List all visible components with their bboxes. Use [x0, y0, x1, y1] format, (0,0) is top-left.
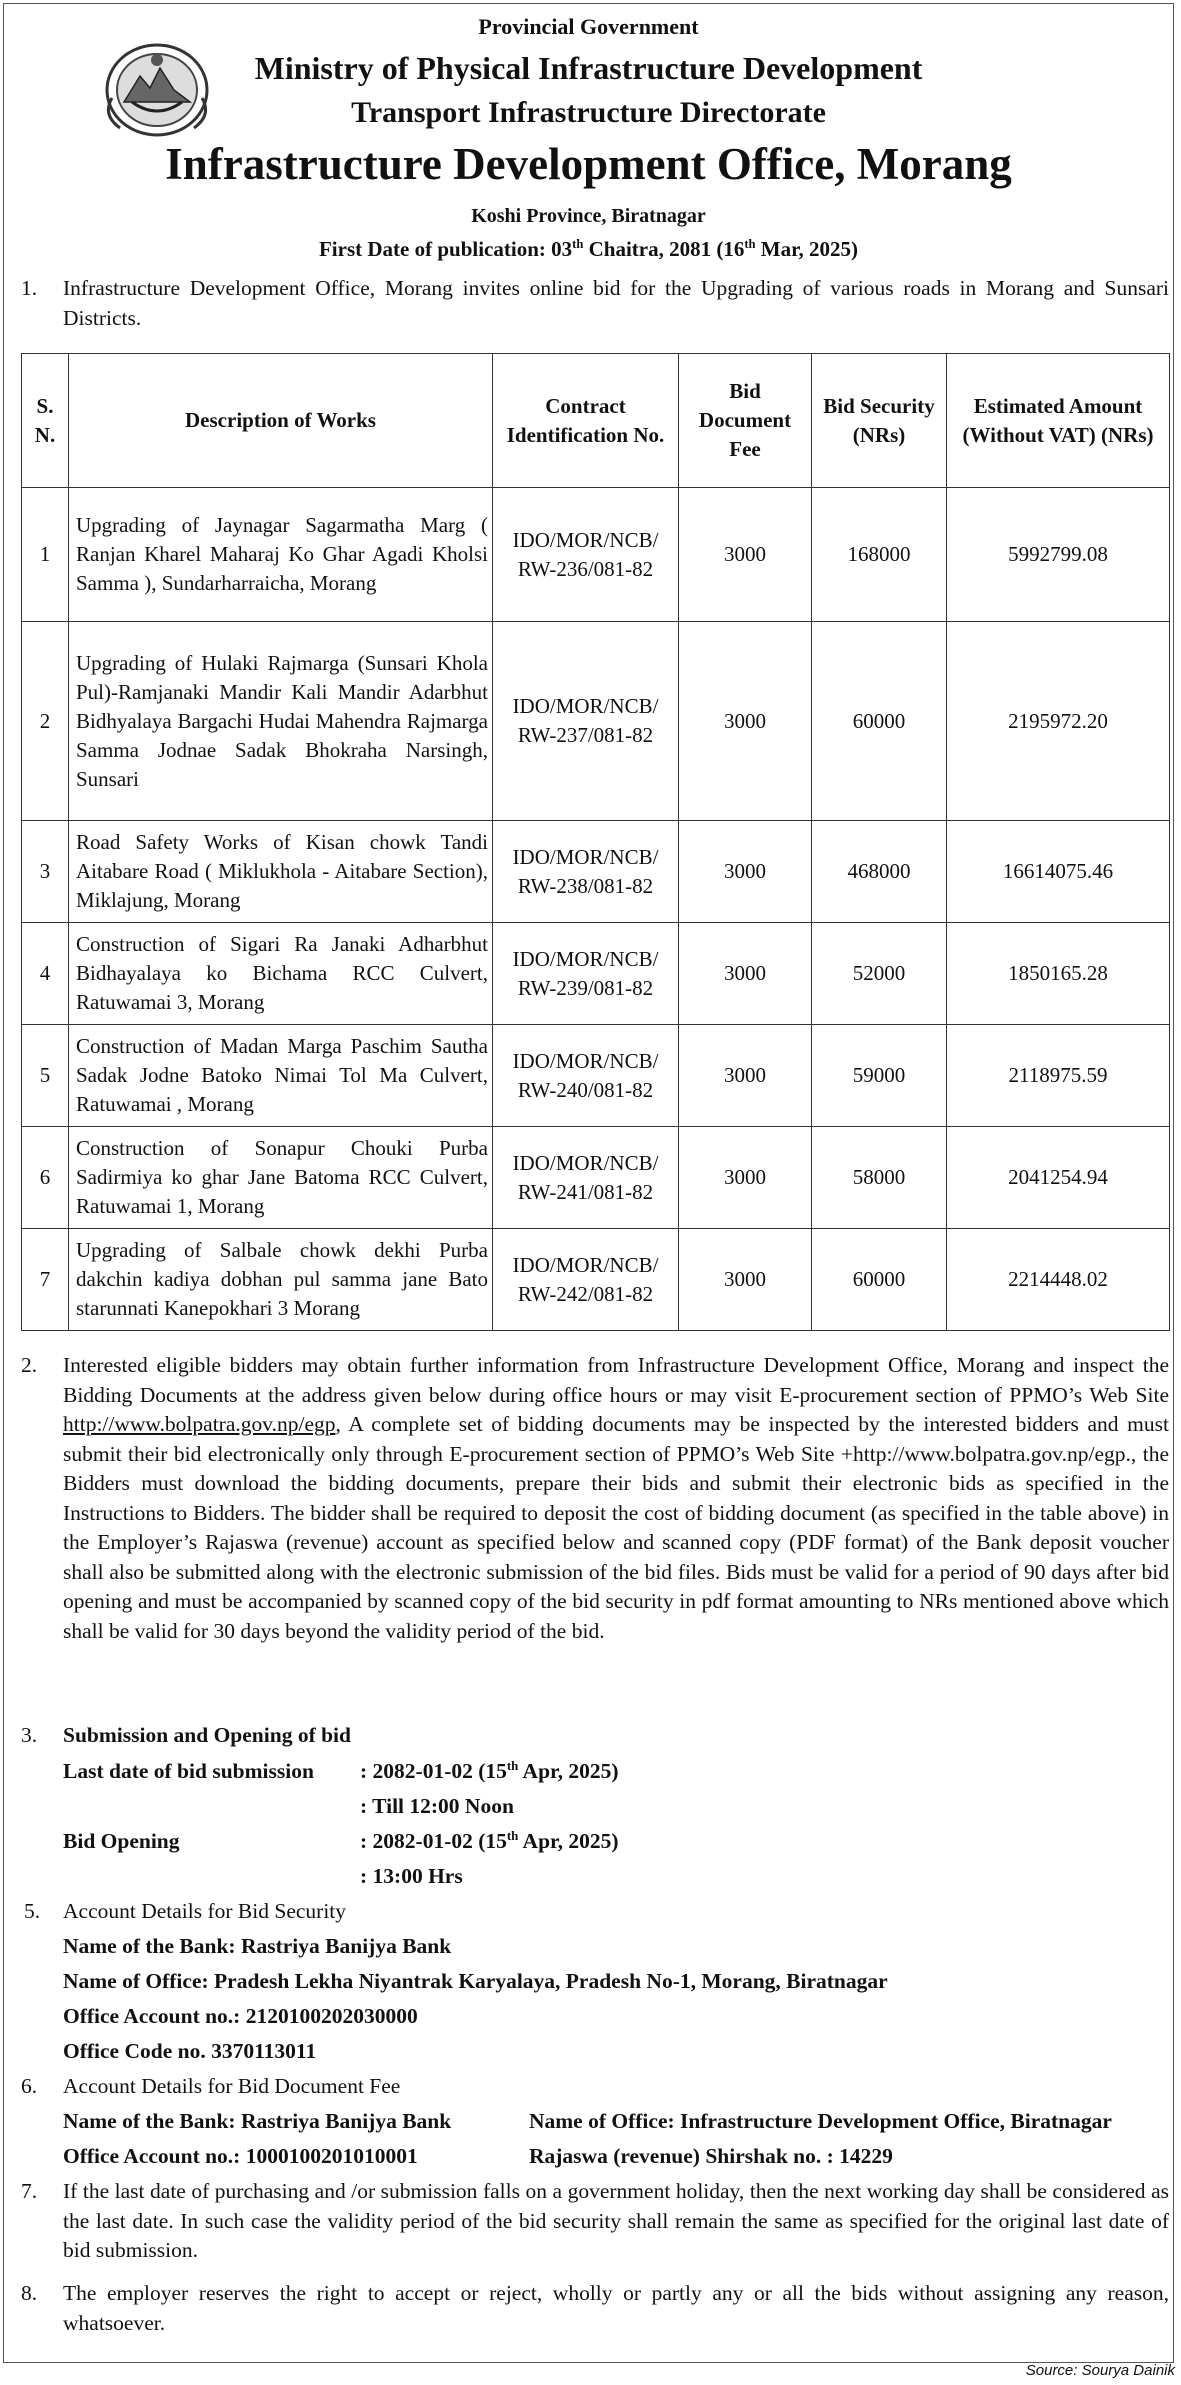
fee-shirshak-no: Rajaswa (revenue) Shirshak no. : 14229 [529, 2144, 893, 2168]
last-date-label: Last date of bid submission [63, 1759, 314, 1783]
header-estimated-amount: Estimated Amount (Without VAT) (NRs) [947, 354, 1170, 488]
ministry-heading: Ministry of Physical Infrastructure Development [254, 50, 923, 86]
item-6-heading: Account Details for Bid Document Fee [63, 2074, 401, 2098]
table-row [22, 1127, 1170, 1229]
opening-date-value: : 2082-01-02 (15th Apr, 2025) [360, 1828, 619, 1853]
cell-description: Upgrading of Jaynagar Sagarmatha Marg ( Ranjan Kharel Maharaj Ko Ghar Agadi Kholsi Samma ), Sundarharraicha, Morang [69, 488, 493, 622]
header-bid-fee: Bid Document Fee [679, 354, 812, 488]
cell-sn: 5 [22, 1025, 69, 1127]
cell-bid-fee: 3000 [679, 1025, 812, 1127]
egp-link[interactable]: http://www.bolpatra.gov.np/egp [63, 1412, 336, 1436]
cell-contract-id: IDO/MOR/NCB/ RW-242/081-82 [493, 1229, 679, 1331]
province-line: Koshi Province, Biratnagar [471, 205, 706, 227]
cell-bid-fee: 3000 [679, 488, 812, 622]
item-2-number: 2. [21, 1353, 38, 1377]
item-7-text: If the last date of purchasing and /or submission falls on a government holiday, then the next working day shall be considered as the last date. In such case the validity period of the bid security shall remain the same as specified for the original last date of bid submission. [63, 2179, 1169, 2262]
cell-contract-id: IDO/MOR/NCB/ RW-239/081-82 [493, 923, 679, 1025]
table-row [22, 488, 1170, 622]
security-bank-name: Name of the Bank: Rastriya Banijya Bank [63, 1934, 452, 1958]
cell-sn: 3 [22, 821, 69, 923]
cell-bid-fee: 3000 [679, 622, 812, 821]
cell-description: Construction of Madan Marga Paschim Sautha Sadak Jodne Batoko Nimai Tol Ma Culvert, Ratuwamai , Morang [69, 1025, 493, 1127]
item-3-heading: Submission and Opening of bid [63, 1723, 351, 1747]
cell-description: Upgrading of Hulaki Rajmarga (Sunsari Khola Pul)-Ramjanaki Mandir Kali Mandir Adarbhut Bidhyalaya Bargachi Hudai Mahendra Rajmarga Samma Jodnae Sadak Bhokraha Narsingh, Sunsari [69, 622, 493, 821]
header-description: Description of Works [69, 354, 493, 488]
cell-bid-security: 168000 [812, 488, 947, 622]
publication-date: First Date of publication: 03th Chaitra, 2081 (16th Mar, 2025) [318, 237, 859, 261]
table-header-row [22, 354, 1170, 488]
cell-description: Construction of Sigari Ra Janaki Adharbhut Bidhayalaya ko Bichama RCC Culvert, Ratuwamai 3, Morang [69, 923, 493, 1025]
cell-description: Upgrading of Salbale chowk dekhi Purba dakchin kadiya dobhan pul samma jane Bato starunnati Kanepokhari 3 Morang [69, 1229, 493, 1331]
office-heading: Infrastructure Development Office, Morang [165, 139, 1012, 189]
directorate-heading: Transport Infrastructure Directorate [351, 96, 826, 129]
security-office-code: Office Code no. 3370113011 [63, 2039, 317, 2063]
cell-sn: 4 [22, 923, 69, 1025]
cell-estimated-amount: 5992799.08 [947, 488, 1170, 622]
source-credit: Source: Sourya Dainik [1025, 2362, 1175, 2379]
cell-sn: 7 [22, 1229, 69, 1331]
table-row [22, 622, 1170, 821]
cell-description: Road Safety Works of Kisan chowk Tandi Aitabare Road ( Miklukhola - Aitabare Section), Miklajung, Morang [69, 821, 493, 923]
cell-estimated-amount: 2041254.94 [947, 1127, 1170, 1229]
cell-sn: 6 [22, 1127, 69, 1229]
cell-bid-security: 52000 [812, 923, 947, 1025]
tender-notice [3, 3, 1174, 2363]
cell-estimated-amount: 2118975.59 [947, 1025, 1170, 1127]
security-office-name: Name of Office: Pradesh Lekha Niyantrak Karyalaya, Pradesh No-1, Morang, Biratnagar [63, 1969, 888, 1993]
cell-bid-fee: 3000 [679, 1127, 812, 1229]
cell-description: Construction of Sonapur Chouki Purba Sadirmiya ko ghar Jane Batoma RCC Culvert, Ratuwamai 1, Morang [69, 1127, 493, 1229]
last-time-value: : Till 12:00 Noon [360, 1794, 514, 1818]
item-8-number: 8. [21, 2281, 38, 2305]
opening-label: Bid Opening [63, 1829, 180, 1853]
item-6-number: 6. [21, 2074, 38, 2098]
cell-contract-id: IDO/MOR/NCB/ RW-241/081-82 [493, 1127, 679, 1229]
fee-bank-name: Name of the Bank: Rastriya Banijya Bank [63, 2109, 452, 2133]
last-date-value: : 2082-01-02 (15th Apr, 2025) [360, 1758, 619, 1783]
cell-sn: 2 [22, 622, 69, 821]
item-1-text: Infrastructure Development Office, Morang invites online bid for the Upgrading of various roads in Morang and Sunsari Districts. [63, 276, 1169, 330]
cell-bid-security: 58000 [812, 1127, 947, 1229]
cell-bid-security: 60000 [812, 622, 947, 821]
item-3-number: 3. [21, 1723, 38, 1747]
works-table [21, 353, 1170, 1331]
header-bid-security: Bid Security (NRs) [812, 354, 947, 488]
table-row [22, 923, 1170, 1025]
item-1-number: 1. [21, 276, 38, 300]
fee-account-no: Office Account no.: 1000100201010001 [63, 2144, 418, 2168]
cell-bid-security: 468000 [812, 821, 947, 923]
cell-contract-id: IDO/MOR/NCB/ RW-237/081-82 [493, 622, 679, 821]
cell-estimated-amount: 16614075.46 [947, 821, 1170, 923]
table-row [22, 1229, 1170, 1331]
cell-contract-id: IDO/MOR/NCB/ RW-236/081-82 [493, 488, 679, 622]
cell-estimated-amount: 2195972.20 [947, 622, 1170, 821]
item-5-heading: Account Details for Bid Security [63, 1899, 347, 1923]
cell-bid-security: 59000 [812, 1025, 947, 1127]
security-account-no: Office Account no.: 2120100202030000 [63, 2004, 418, 2028]
cell-estimated-amount: 1850165.28 [947, 923, 1170, 1025]
table-row [22, 1025, 1170, 1127]
cell-bid-fee: 3000 [679, 923, 812, 1025]
opening-time-value: : 13:00 Hrs [360, 1864, 463, 1888]
fee-office-name: Name of Office: Infrastructure Development Office, Biratnagar [529, 2109, 1112, 2133]
header-contract-id: Contract Identification No. [493, 354, 679, 488]
cell-sn: 1 [22, 488, 69, 622]
cell-contract-id: IDO/MOR/NCB/ RW-240/081-82 [493, 1025, 679, 1127]
cell-bid-security: 60000 [812, 1229, 947, 1331]
cell-bid-fee: 3000 [679, 1229, 812, 1331]
header-sn: S. N. [22, 354, 69, 488]
item-2-text: Interested eligible bidders may obtain further information from Infrastructure Development Office, Morang and inspect the Bidding Documents at the address given below during office hours or may visit E-procurement section of PPMO’s Web Site http://www.bolpatra.gov.np/egp, A complete set of bidding documents may be inspected by the interested bidders and must submit their bid electronically only through E-procurement section of PPMO’s Web Site +http://www.bolpatra.gov.np/egp., the Bidders must download the bidding documents, prepare their bids and submit their electronic bids as specified in the Instructions to Bidders. The bidder shall be required to deposit the cost of bidding document (as specified in the table above) in the Employer’s Rajaswa (revenue) account as specified below and scanned copy (PDF format) of the Bank deposit voucher shall also be submitted along with the electronic submission of the bid files. Bids must be valid for a period of 90 days after bid opening and must be accompanied by scanned copy of the bid security in pdf format amounting to NRs mentioned above which shall be valid for 30 days beyond the validity period of the bid. [63, 1353, 1169, 1643]
cell-estimated-amount: 2214448.02 [947, 1229, 1170, 1331]
item-5-number: 5. [24, 1899, 41, 1923]
cell-bid-fee: 3000 [679, 821, 812, 923]
government-heading: Provincial Government [478, 14, 699, 39]
cell-contract-id: IDO/MOR/NCB/ RW-238/081-82 [493, 821, 679, 923]
table-row [22, 821, 1170, 923]
item-7-number: 7. [21, 2179, 38, 2203]
item-8-text: The employer reserves the right to accept or reject, wholly or partly any or all the bids without assigning any reason, whatsoever. [63, 2281, 1169, 2335]
